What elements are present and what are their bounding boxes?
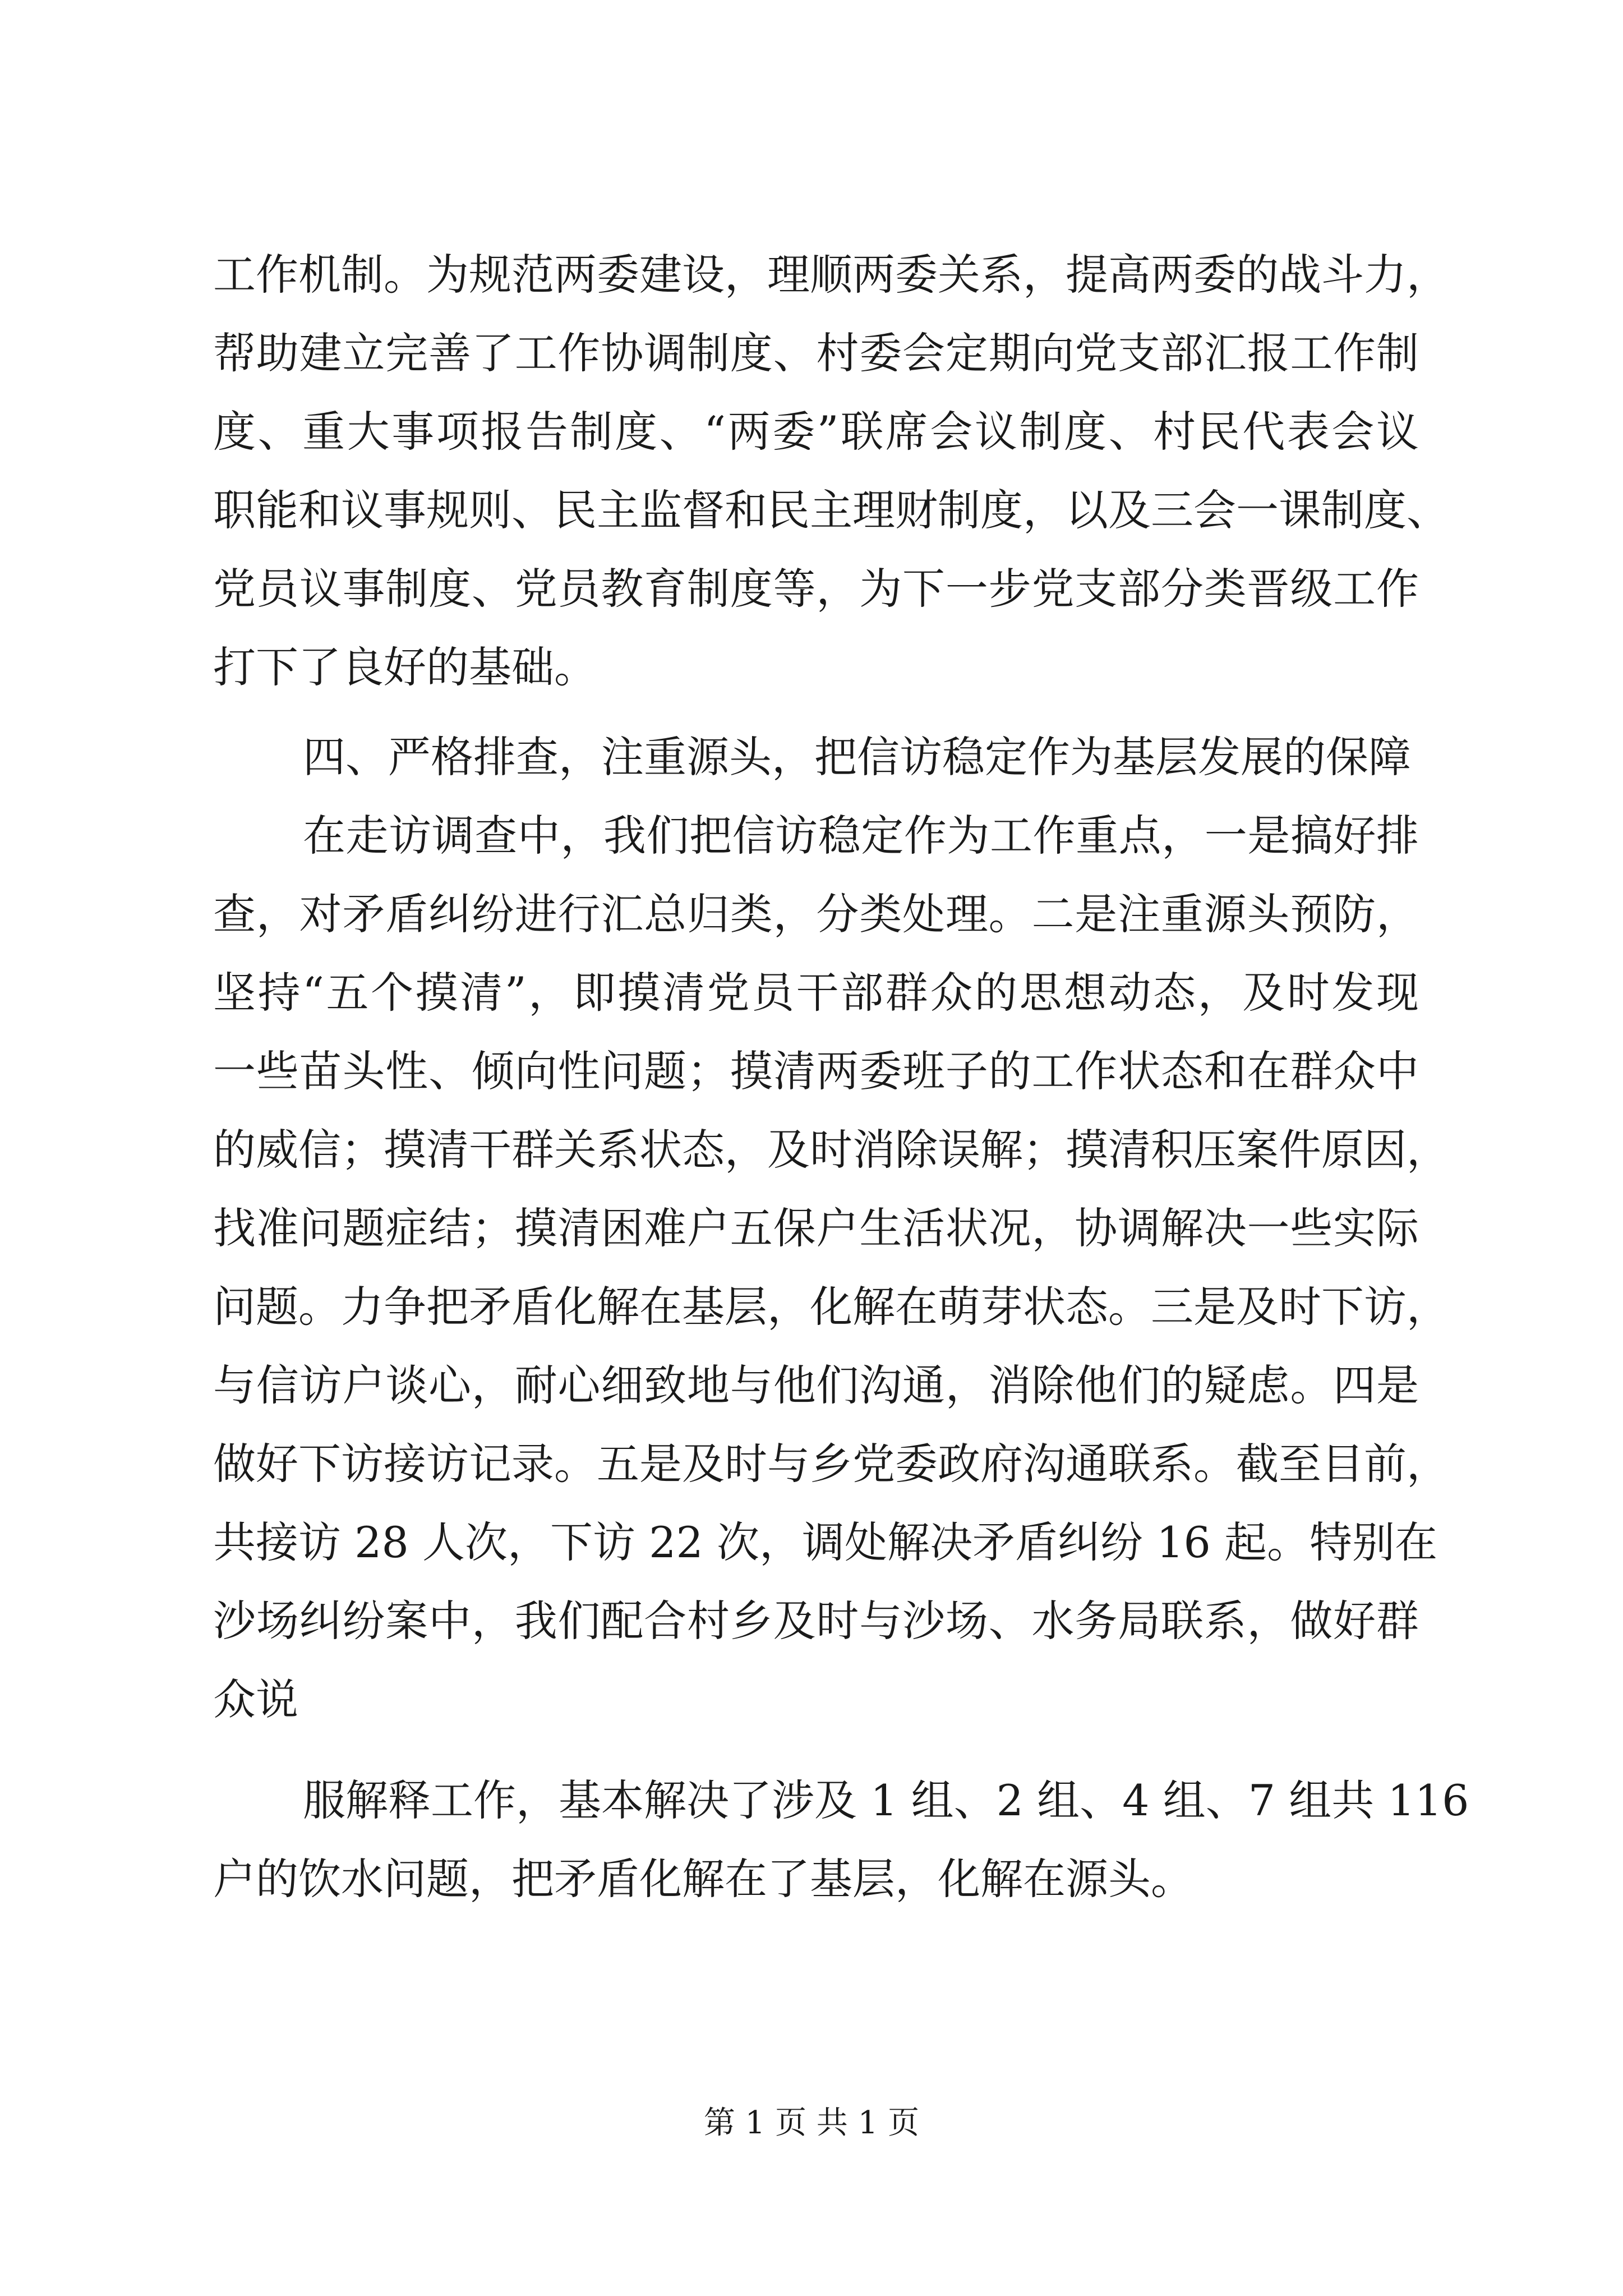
paragraph-line: 众说 — [213, 1674, 298, 1724]
paragraph-line: 与信访户谈心，耐心细致地与他们沟通，消除他们的疑虑。四是 — [213, 1360, 1419, 1410]
paragraph-line: 查，对矛盾纠纷进行汇总归类，分类处理。二是注重源头预防， — [213, 889, 1419, 939]
paragraph-line: 沙场纠纷案中，我们配合村乡及时与沙场、水务局联系，做好群 — [213, 1596, 1419, 1646]
paragraph-line: 一些苗头性、倾向性问题；摸清两委班子的工作状态和在群众中 — [213, 1046, 1419, 1096]
paragraph-line: 的威信；摸清干群关系状态，及时消除误解；摸清积压案件原因， — [213, 1125, 1449, 1175]
section-heading: 四、严格排查，注重源头，把信访稳定作为基层发展的保障 — [303, 732, 1411, 782]
paragraph-line: 工作机制。为规范两委建设，理顺两委关系，提高两委的战斗力， — [213, 250, 1449, 300]
paragraph-line: 共接访 28 人次，下访 22 次，调处解决矛盾纠纷 16 起。特别在 — [213, 1517, 1438, 1567]
paragraph-line: 打下了良好的基础。 — [213, 642, 597, 692]
paragraph-line: 坚持“五个摸清”，即摸清党员干部群众的思想动态，及时发现 — [213, 968, 1419, 1018]
page-number-footer: 第 1 页 共 1 页 — [703, 2105, 920, 2141]
paragraph-line: 做好下访接访记录。五是及时与乡党委政府沟通联系。截至目前， — [213, 1439, 1449, 1489]
paragraph-line: 帮助建立完善了工作协调制度、村委会定期向党支部汇报工作制 — [213, 328, 1419, 378]
paragraph-line: 服解释工作，基本解决了涉及 1 组、2 组、4 组、7 组共 116 — [303, 1775, 1469, 1825]
paragraph-line: 职能和议事规则、民主监督和民主理财制度，以及三会一课制度、 — [213, 485, 1449, 535]
paragraph-line: 党员议事制度、党员教育制度等，为下一步党支部分类晋级工作 — [213, 564, 1419, 614]
paragraph-line: 户的饮水问题，把矛盾化解在了基层，化解在源头。 — [213, 1854, 1193, 1904]
paragraph-line: 找准问题症结；摸清困难户五保户生活状况，协调解决一些实际 — [213, 1203, 1419, 1253]
paragraph-line: 度、重大事项报告制度、“两委”联席会议制度、村民代表会议 — [213, 407, 1419, 457]
paragraph-line: 在走访调查中，我们把信访稳定作为工作重点，一是搞好排 — [303, 811, 1419, 861]
paragraph-line: 问题。力争把矛盾化解在基层，化解在萌芽状态。三是及时下访， — [213, 1282, 1449, 1332]
